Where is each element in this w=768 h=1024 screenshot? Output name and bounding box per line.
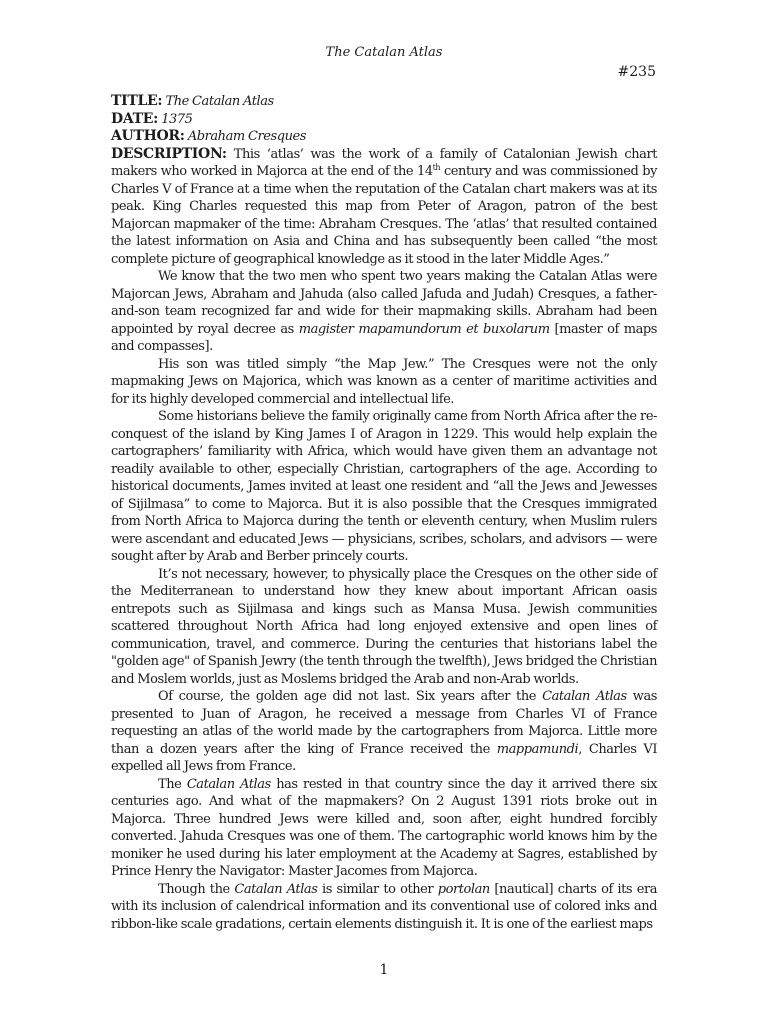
date-value: 1375 xyxy=(161,111,193,127)
document-body xyxy=(111,93,657,933)
page-number: 1 xyxy=(379,962,389,978)
paragraph-6 xyxy=(111,688,657,776)
paragraph-5: It’s not necessary, however, to physically place the Cresques on the other side of the Mediterranean to understand how they knew about important African oasis entrepots such as Sijilmasa and kings such as Mansa Musa. Jewish communities scattered throughout North Africa had long enjoyed extensive and open lines of communication, travel, and commerce. During the centuries that historians label the "golden age" of Spanish Jewry (the tenth through the twelfth), Jews bridged the Christian and Moslem worlds, just as Moslems bridged the Arab and non-Arab worlds. xyxy=(111,566,657,687)
paragraph-8 xyxy=(111,881,657,934)
paragraph-4: Some historians believe the family originally came from North Africa after the re-conquest of the island by King James I of Aragon in 1229. This would help explain the cartographers’ familiarity with Africa, which would have given them an advantage not readily available to other, especially Christian, cartographers of the age. According to historical documents, James invited at least one resident and “all the Jews and Jewesses of Sijilmasa” to come to Majorca. But it is also possible that the Cresques immigrated from North Africa to Majorca during the tenth or eleventh century, when Muslim rulers were ascendant and educated Jews — physicians, scribes, scholars, and advisors — were sought after by Arab and Berber princely courts. xyxy=(111,409,657,564)
title-field xyxy=(111,93,657,111)
paragraph-2 xyxy=(111,268,657,356)
author-value: Abraham Cresques xyxy=(187,129,306,144)
paragraph-1-text-a: This ‘atlas’ was the work of a family of Catalonian Jewish chart makers who worked in Majorca at the end of the 14 xyxy=(111,146,657,179)
paragraph-6-text-b: was presented to Juan of Aragon, he received a message from Charles VI of France requesting an atlas of the world made by the cartographers from Majorca. Little more than a dozen years after the king of France received the xyxy=(111,689,657,757)
document-number: #235 xyxy=(617,64,656,80)
paragraph-8-italic-2: portolan xyxy=(437,881,490,897)
latin-title: magister mapamundorum et buxolarum xyxy=(298,321,550,337)
paragraph-7-text-b: has rested in that country since the day it arrived there six centuries ago. And what of the mapmakers? On 2 August 1391 riots broke out in Majorca. Three hundred Jews were killed and, soon after, eight hundred forcibly converted. Jahuda Cresques was one of them. The cartographic world knows him by the moniker he used during his later employment at the Academy at Sagres, established by Prince Henry the Navigator: Master Jacomes from Majorca. xyxy=(111,776,658,879)
paragraph-8-text-c: [nautical] charts of its era with its inclusion of calendrical information and its conventional use of colored inks and ribbon-like scale gradations, certain elements distinguish it. It is one of the earliest maps xyxy=(111,881,658,932)
paragraph-7 xyxy=(111,776,657,881)
paragraph-3: His son was titled simply “the Map Jew.” The Cresques were not the only mapmaking Jews on Majorica, which was known as a center of maritime activities and for its highly developed commercial and intellectual life. xyxy=(111,356,657,407)
author-label: AUTHOR: xyxy=(111,128,185,144)
paragraph-1-text-b: century and was commissioned by Charles V of France at a time when the reputation of the Catalan chart makers was at its peak. King Charles requested this map from Peter of Aragon, patron of the best Majorcan mapmaker of the time: Abraham Cresques. The ‘atlas’ that resulted contained the latest information on Asia and China and has subsequently been called “the most complete picture of geographical knowledge as it stood in the later Middle Ages.” xyxy=(111,164,658,267)
paragraph-7-text-a: The xyxy=(158,776,187,792)
paragraph-6-text-a: Of course, the golden age did not last. Six years after the xyxy=(158,689,543,704)
paragraph-6-italic-2: mappamundi xyxy=(496,741,579,757)
paragraph-2-text-a: We know that the two men who spent two years making the Catalan Atlas were Majorcan Jews, Abraham and Jahuda (also called Jafuda and Judah) Cresques, a father-and-son team recognized far and wide for their mapmaking skills. Abraham had been appointed by royal decree as xyxy=(111,269,657,337)
date-field xyxy=(111,111,657,129)
description-paragraph xyxy=(111,146,657,269)
paragraph-8-text-b: is similar to other xyxy=(317,881,438,897)
paragraph-6-text-c: , Charles VI expelled all Jews from France. xyxy=(111,741,658,774)
paragraph-6-italic-1: Catalan Atlas xyxy=(542,689,627,704)
author-field xyxy=(111,128,657,146)
date-label: DATE: xyxy=(111,110,158,127)
title-value: The Catalan Atlas xyxy=(165,94,274,109)
paragraph-2-text-b: [master of maps and compasses]. xyxy=(111,321,657,354)
description-label: DESCRIPTION: xyxy=(111,145,227,162)
title-label: TITLE: xyxy=(111,93,163,109)
paragraph-8-italic-1: Catalan Atlas xyxy=(234,881,318,897)
paragraph-7-italic-1: Catalan Atlas xyxy=(186,776,271,792)
paragraph-8-text-a: Though the xyxy=(158,881,235,897)
running-header-title: The Catalan Atlas xyxy=(325,45,443,60)
ordinal-suffix: th xyxy=(432,163,441,172)
